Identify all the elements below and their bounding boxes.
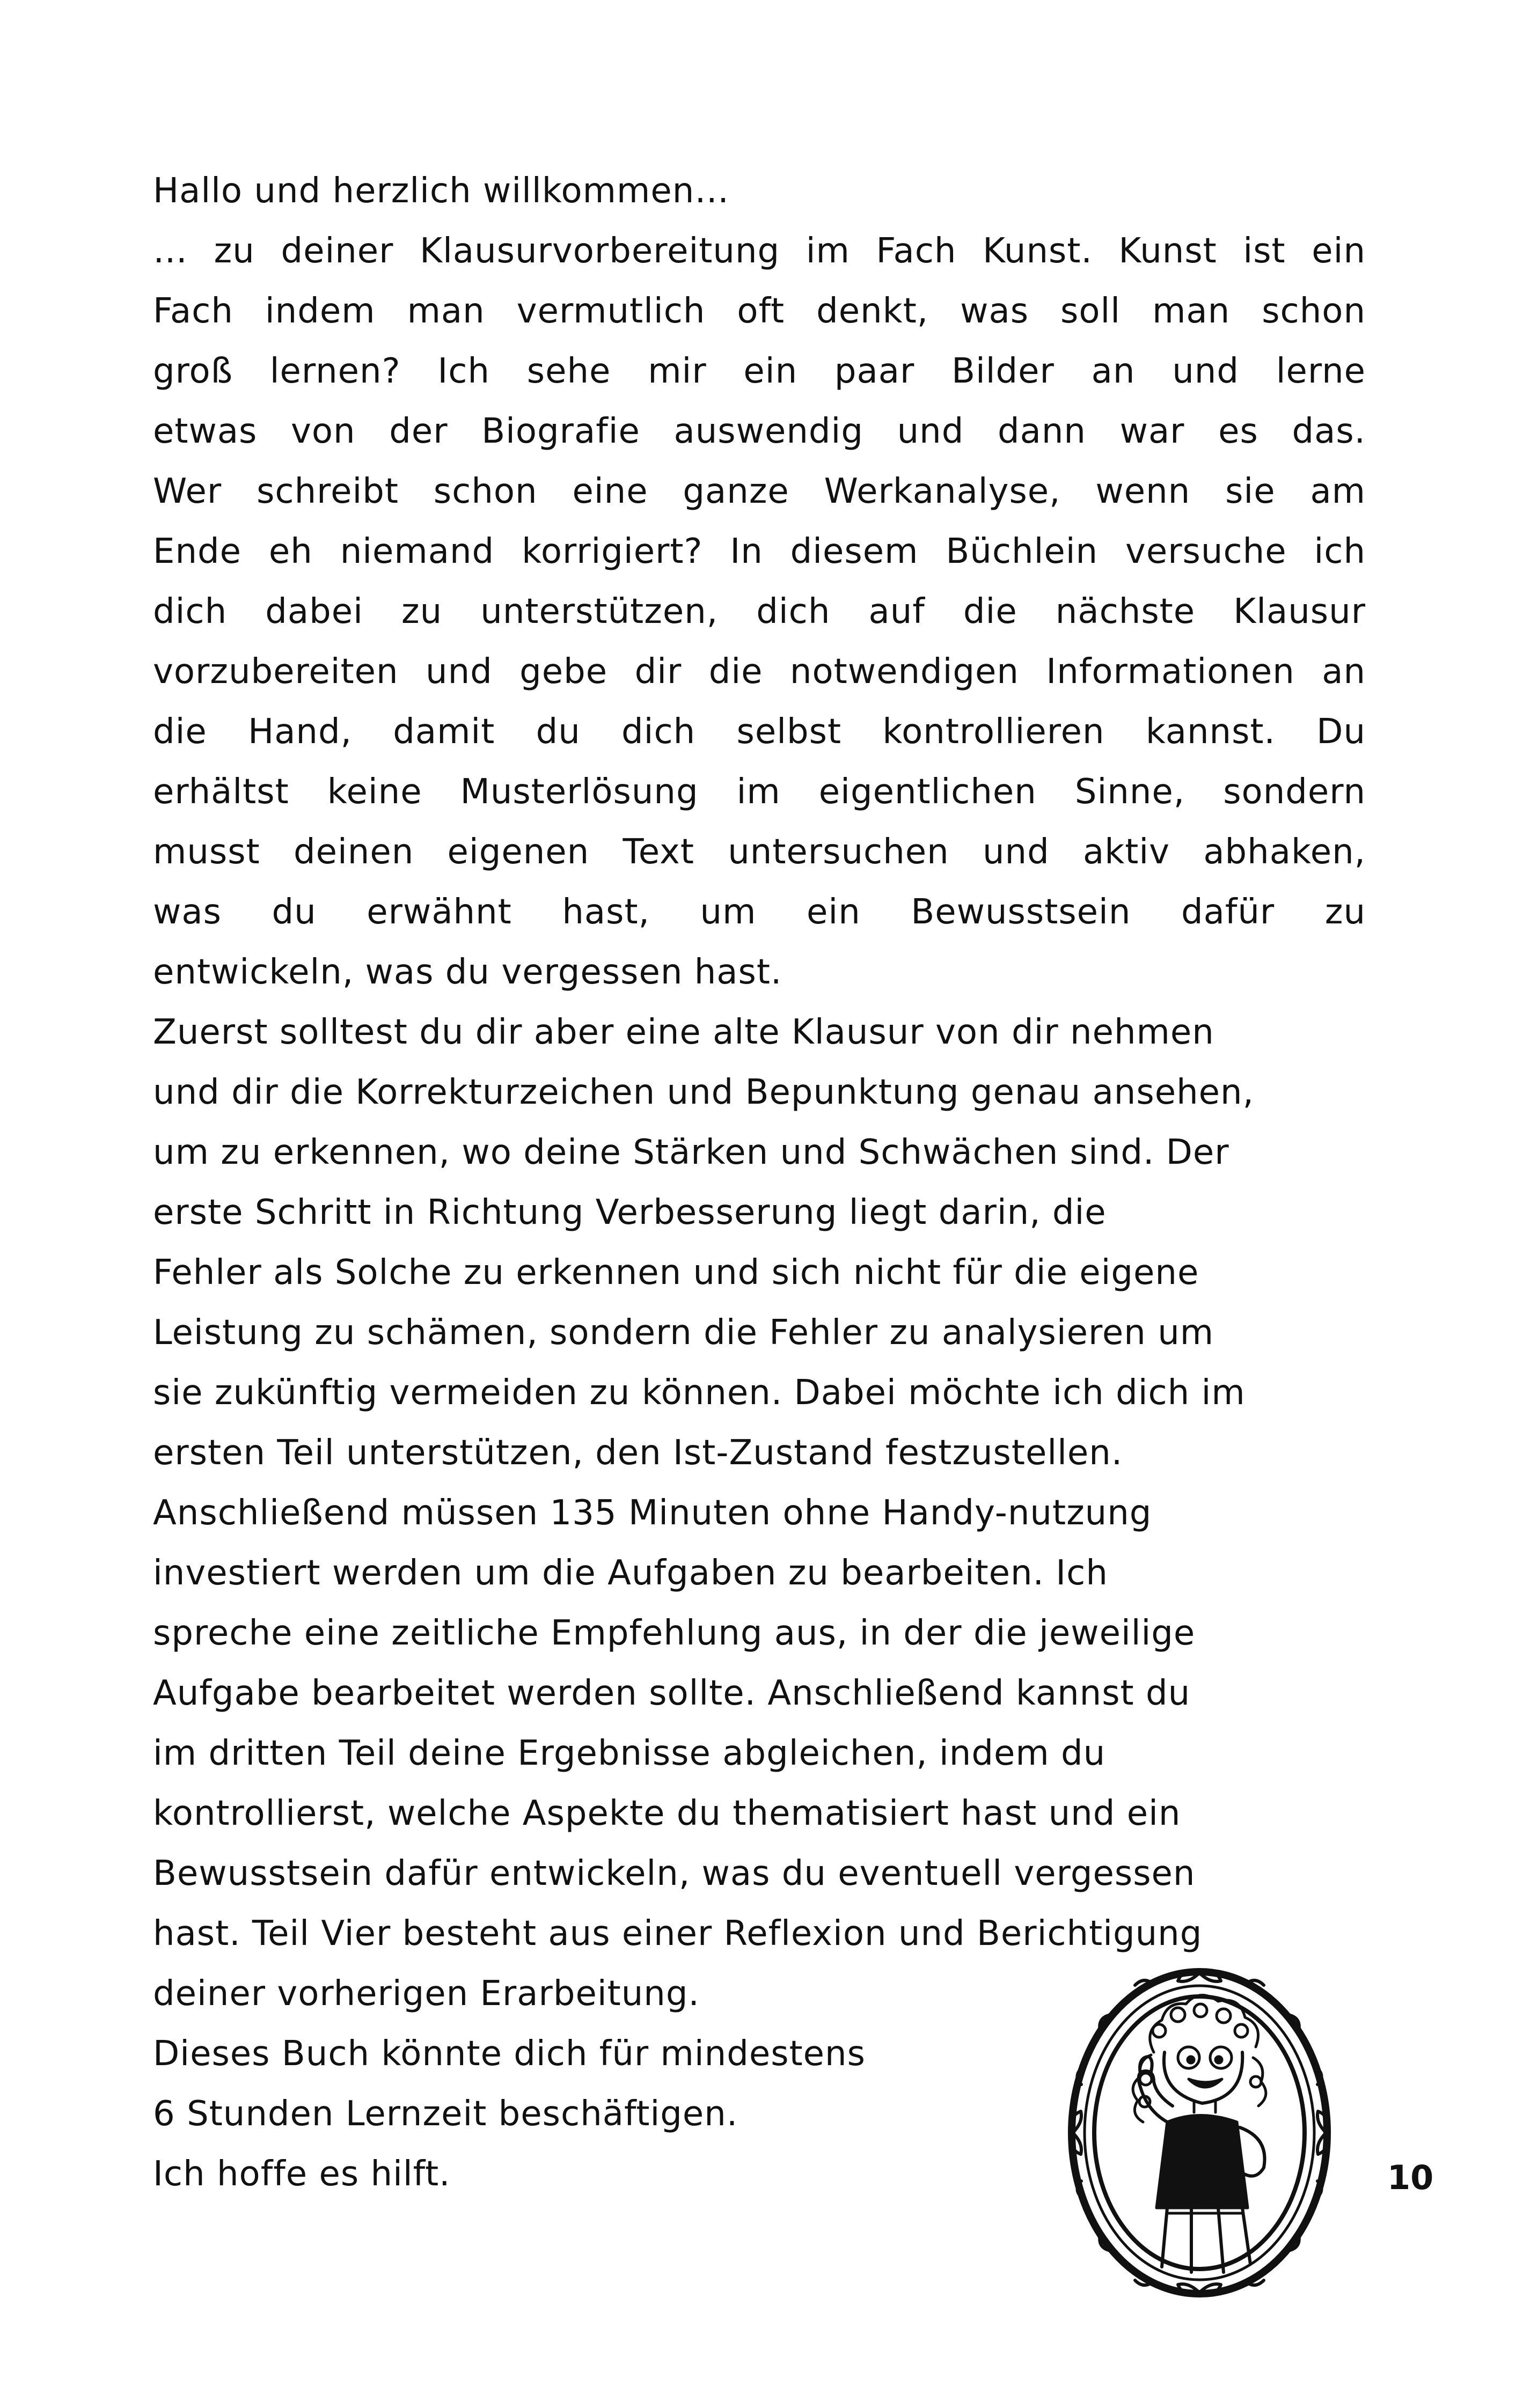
text-line: groß lernen? Ich sehe mir ein paar Bilder an und lerne [153, 351, 1366, 391]
text-line: Ich hoffe es hilft. [153, 2154, 451, 2194]
text-line: Bewusstsein dafür entwickeln, was du eventuell vergessen [153, 1854, 1196, 1893]
body-text [153, 161, 1366, 2204]
text-line: entwickeln, was du vergessen hast. [153, 952, 782, 992]
text-line: Dieses Buch könnte dich für mindestens [153, 2034, 866, 2074]
text-line: dich dabei zu unterstützen, dich auf die nächste Klausur [153, 592, 1366, 632]
page-number: 10 [1387, 2158, 1434, 2197]
text-line: ersten Teil unterstützen, den Ist-Zustand festzustellen. [153, 1433, 1123, 1473]
framed-portrait-girl-thumbs-up-icon [1060, 1961, 1339, 2304]
text-line: die Hand, damit du dich selbst kontrollieren kannst. Du [153, 712, 1366, 752]
text-line: sie zukünftig vermeiden zu können. Dabei möchte ich dich im [153, 1373, 1246, 1413]
text-line: erste Schritt in Richtung Verbesserung liegt darin, die [153, 1193, 1107, 1232]
text-line: erhältst keine Musterlösung im eigentlichen Sinne, sondern [153, 772, 1366, 812]
text-line: musst deinen eigenen Text untersuchen und aktiv abhaken, [153, 832, 1366, 872]
text-line: was du erwähnt hast, um ein Bewusstsein dafür zu [153, 892, 1366, 932]
text-line: um zu erkennen, wo deine Stärken und Schwächen sind. Der [153, 1133, 1229, 1172]
text-line: hast. Teil Vier besteht aus einer Reflexion und Berichtigung [153, 1914, 1203, 1954]
text-line: Fach indem man vermutlich oft denkt, was soll man schon [153, 291, 1366, 331]
text-line: vorzubereiten und gebe dir die notwendigen Informationen an [153, 652, 1366, 692]
text-line: Hallo und herzlich willkommen… [153, 171, 730, 211]
text-line: Fehler als Solche zu erkennen und sich nicht für die eigene [153, 1253, 1199, 1293]
text-line: deiner vorherigen Erarbeitung. [153, 1974, 700, 2014]
text-line: Leistung zu schämen, sondern die Fehler zu analysieren um [153, 1313, 1214, 1353]
text-line: kontrollierst, welche Aspekte du thematisiert hast und ein [153, 1794, 1181, 1833]
text-line: spreche eine zeitliche Empfehlung aus, in der die jeweilige [153, 1613, 1196, 1653]
text-line: investiert werden um die Aufgaben zu bearbeiten. Ich [153, 1553, 1108, 1593]
text-line: im dritten Teil deine Ergebnisse abgleichen, indem du [153, 1734, 1106, 1773]
text-line: Aufgabe bearbeitet werden sollte. Anschließend kannst du [153, 1673, 1191, 1713]
text-line: Anschließend müssen 135 Minuten ohne Handy-nutzung [153, 1493, 1152, 1533]
text-line: und dir die Korrekturzeichen und Bepunktung genau ansehen, [153, 1073, 1254, 1112]
text-line: Wer schreibt schon eine ganze Werkanalyse, wenn sie am [153, 472, 1366, 511]
text-line: Zuerst solltest du dir aber eine alte Klausur von dir nehmen [153, 1012, 1214, 1052]
text-line: 6 Stunden Lernzeit beschäftigen. [153, 2094, 738, 2134]
text-line: … zu deiner Klausurvorbereitung im Fach Kunst. Kunst ist ein [153, 231, 1366, 271]
text-line: etwas von der Biografie auswendig und dann war es das. [153, 412, 1366, 451]
text-line: Ende eh niemand korrigiert? In diesem Büchlein versuche ich [153, 532, 1366, 571]
